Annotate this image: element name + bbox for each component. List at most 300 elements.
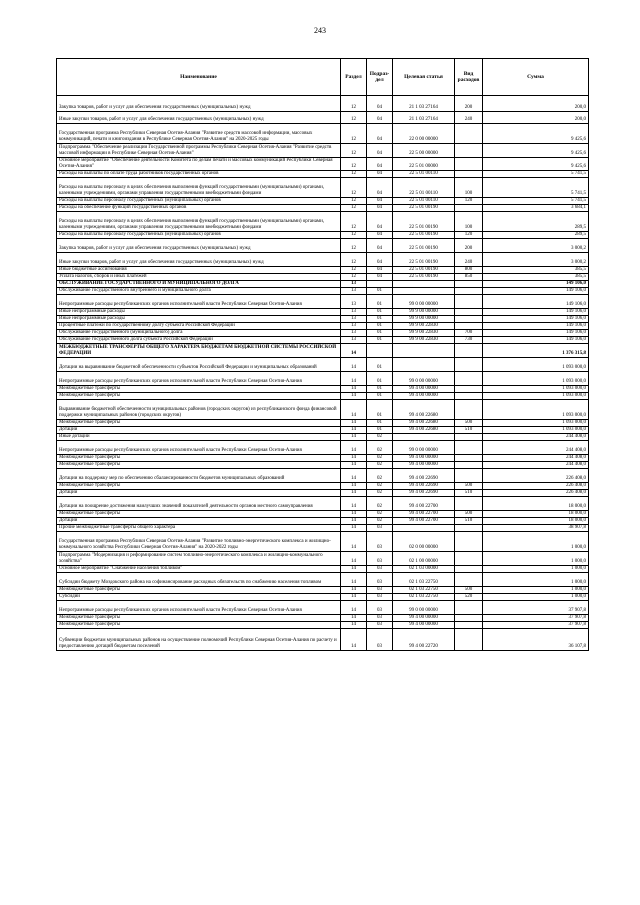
cell-target-article: 22 0 00 00000	[393, 124, 455, 144]
cell-expense-type: 510	[455, 490, 483, 497]
cell-amount: 1 093 000,0	[483, 358, 589, 372]
table-row	[57, 288, 589, 295]
cell-name: Прочие межбюджетные трансферты общего характера	[57, 525, 341, 532]
cell-target-article: 22 5 01 00110	[393, 198, 455, 205]
cell-expense-type: 120	[455, 198, 483, 205]
cell-expense-type	[455, 622, 483, 629]
cell-section: 12	[341, 144, 367, 158]
cell-expense-type	[455, 552, 483, 566]
table-row	[57, 144, 589, 158]
cell-section: 12	[341, 212, 367, 232]
cell-name: Расходы на обеспечение функций государственных органов	[57, 205, 341, 212]
cell-target-article: 02 1 00 00000	[393, 552, 455, 566]
cell-target-article: 02 1 03 00000	[393, 566, 455, 573]
cell-amount: 5 741,5	[483, 178, 589, 198]
cell-expense-type	[455, 205, 483, 212]
cell-subsection: 01	[367, 295, 393, 309]
cell-expense-type: 200	[455, 239, 483, 253]
table-header-row	[57, 59, 589, 96]
cell-name: Межбюджетные трансферты	[57, 511, 341, 518]
cell-amount: 1 000,0	[483, 532, 589, 552]
cell-amount: 149 106,0	[483, 281, 589, 288]
table-row	[57, 427, 589, 434]
cell-target-article: 21 1 03 27164	[393, 96, 455, 112]
cell-name: Государственная программа Республики Северная Осетия-Алания "Развитие топливно-энергетического комплекса и жилищно-коммунального хозяйства Республики Северная Осетия-Алания" на 2020-2022 годы	[57, 532, 341, 552]
cell-amount: 1 376 315,8	[483, 344, 589, 358]
cell-target-article: 22 5 01 00110	[393, 171, 455, 178]
cell-target-article: 99 4 00 22700	[393, 518, 455, 525]
cell-amount: 37 907,8	[483, 615, 589, 622]
table-row	[57, 295, 589, 309]
cell-amount: 149 106,0	[483, 288, 589, 295]
cell-name: Подпрограмма "Обеспечение реализации Государственной программы Республики Северная Осетия-Алания "Развитие средств массовой информации в Республике Северная Осетия-Алания"	[57, 144, 341, 158]
table-row	[57, 587, 589, 594]
cell-expense-type: 510	[455, 427, 483, 434]
cell-expense-type: 120	[455, 232, 483, 239]
cell-target-article: 99 4 00 22690	[393, 490, 455, 497]
cell-expense-type	[455, 455, 483, 462]
header-subsection: Подраз-дел	[367, 59, 393, 96]
cell-name: Межбюджетные трансферты	[57, 393, 341, 400]
cell-name: ОБСЛУЖИВАНИЕ ГОСУДАРСТВЕННОГО И МУНИЦИПАЛЬНОГО ДОЛГА	[57, 281, 341, 288]
cell-target-article	[393, 281, 455, 288]
table-row	[57, 455, 589, 462]
cell-name: Непрограммные расходы республиканских органов исполнительной власти Республики Северная Осетия-Алания	[57, 295, 341, 309]
cell-subsection: 03	[367, 532, 393, 552]
cell-name: Межбюджетные трансферты	[57, 386, 341, 393]
cell-section: 14	[341, 622, 367, 629]
cell-subsection: 03	[367, 573, 393, 587]
cell-target-article: 22 5 01 00190	[393, 253, 455, 267]
cell-amount: 3 000,2	[483, 239, 589, 253]
cell-section: 14	[341, 386, 367, 393]
table-row	[57, 330, 589, 337]
cell-target-article: 22 5 01 00190	[393, 267, 455, 274]
cell-section: 14	[341, 573, 367, 587]
table-row	[57, 158, 589, 171]
cell-expense-type: 200	[455, 96, 483, 112]
cell-name: Подпрограмма "Модернизация и реформирование систем топливно-энергетического комплекса и жилищно-коммунального хозяйства"	[57, 552, 341, 566]
cell-section: 14	[341, 441, 367, 455]
cell-subsection: 01	[367, 400, 393, 420]
cell-name: Дотации	[57, 427, 341, 434]
table-row	[57, 309, 589, 316]
table-row	[57, 434, 589, 441]
table-row	[57, 518, 589, 525]
table-row	[57, 112, 589, 124]
cell-expense-type: 500	[455, 420, 483, 427]
cell-amount: 289,5	[483, 232, 589, 239]
cell-section: 12	[341, 232, 367, 239]
cell-expense-type	[455, 288, 483, 295]
table-row	[57, 441, 589, 455]
table-row	[57, 358, 589, 372]
cell-amount: 149 106,0	[483, 295, 589, 309]
cell-name: Расходы на выплаты персоналу в целях обеспечения выполнения функций государственными (муниципальными) органами, казенными учреждениями, органами управления государственными внебюджетными фондами	[57, 178, 341, 198]
cell-subsection: 02	[367, 497, 393, 511]
table-row	[57, 232, 589, 239]
table-row	[57, 386, 589, 393]
cell-section: 13	[341, 309, 367, 316]
cell-target-article: 22 5 01 00190	[393, 232, 455, 239]
cell-section: 14	[341, 594, 367, 601]
cell-subsection: 03	[367, 587, 393, 594]
cell-target-article: 99 4 00 22690	[393, 483, 455, 490]
cell-subsection: 04	[367, 205, 393, 212]
cell-target-article: 99 9 00 22830	[393, 330, 455, 337]
cell-subsection: 02	[367, 483, 393, 490]
cell-section: 13	[341, 281, 367, 288]
cell-name: Процентные платежи по государственному долгу субъекта Российской Федерации	[57, 323, 341, 330]
cell-expense-type: 520	[455, 594, 483, 601]
cell-amount: 1 093 000,0	[483, 400, 589, 420]
cell-target-article: 99 4 00 00000	[393, 622, 455, 629]
cell-subsection: 04	[367, 124, 393, 144]
table-row	[57, 124, 589, 144]
cell-target-article	[393, 525, 455, 532]
table-row	[57, 552, 589, 566]
cell-target-article: 21 1 03 27164	[393, 112, 455, 124]
header-name: Наименование	[57, 59, 341, 96]
cell-expense-type: 730	[455, 337, 483, 344]
table-row	[57, 400, 589, 420]
cell-subsection: 04	[367, 253, 393, 267]
cell-amount: 149 106,0	[483, 330, 589, 337]
cell-section: 14	[341, 518, 367, 525]
cell-expense-type	[455, 393, 483, 400]
cell-section: 14	[341, 483, 367, 490]
cell-amount: 226 408,0	[483, 483, 589, 490]
cell-amount: 1 093 000,0	[483, 393, 589, 400]
cell-expense-type: 500	[455, 483, 483, 490]
page-number: 243	[314, 26, 326, 35]
cell-name: Основное мероприятие "Обеспечение деятельности Комитета по делам печати и массовых коммуникаций Республики Северная Осетия-Алания"	[57, 158, 341, 171]
cell-expense-type	[455, 144, 483, 158]
cell-target-article: 99 4 00 00000	[393, 393, 455, 400]
cell-expense-type	[455, 323, 483, 330]
cell-name: Государственная программа Республики Северная Осетия-Алания "Развитие средств массовой информации, массовых коммуникаций, печати и книгоиздания в Республике Северная Осетия-Алания" на 2020-2025 годы	[57, 124, 341, 144]
cell-section: 14	[341, 344, 367, 358]
cell-amount: 18 000,0	[483, 511, 589, 518]
cell-expense-type	[455, 629, 483, 651]
cell-section: 14	[341, 532, 367, 552]
cell-amount: 244 408,0	[483, 455, 589, 462]
table-row	[57, 469, 589, 483]
table-row	[57, 212, 589, 232]
cell-target-article: 99 4 00 00000	[393, 462, 455, 469]
table-row	[57, 171, 589, 178]
cell-subsection: 01	[367, 323, 393, 330]
cell-target-article	[393, 288, 455, 295]
cell-target-article: 99 4 00 22680	[393, 420, 455, 427]
cell-name: Иные закупки товаров, работ и услуг для обеспечения государственных (муниципальных) нужд	[57, 253, 341, 267]
cell-subsection: 01	[367, 393, 393, 400]
cell-subsection: 01	[367, 316, 393, 323]
cell-amount: 200,0	[483, 112, 589, 124]
cell-amount: 200,0	[483, 96, 589, 112]
cell-subsection: 04	[367, 232, 393, 239]
cell-subsection: 04	[367, 274, 393, 281]
cell-expense-type	[455, 400, 483, 420]
cell-expense-type	[455, 316, 483, 323]
cell-section: 14	[341, 615, 367, 622]
cell-expense-type	[455, 309, 483, 316]
cell-target-article	[393, 358, 455, 372]
cell-amount: 9 425,6	[483, 158, 589, 171]
cell-amount: 5 741,5	[483, 198, 589, 205]
cell-amount: 1 093 000,0	[483, 427, 589, 434]
cell-amount: 1 093 000,0	[483, 386, 589, 393]
cell-target-article: 22 5 01 00000	[393, 158, 455, 171]
cell-section: 14	[341, 400, 367, 420]
cell-section: 14	[341, 601, 367, 615]
cell-section: 14	[341, 587, 367, 594]
cell-expense-type	[455, 372, 483, 386]
cell-expense-type	[455, 469, 483, 483]
cell-amount: 385,5	[483, 267, 589, 274]
cell-subsection: 04	[367, 267, 393, 274]
budget-table	[56, 58, 589, 651]
cell-target-article: 99 4 00 22700	[393, 511, 455, 518]
table-row	[57, 511, 589, 518]
table-row	[57, 573, 589, 587]
cell-name: Иные дотации	[57, 434, 341, 441]
cell-amount: 3 684,1	[483, 205, 589, 212]
cell-section: 12	[341, 198, 367, 205]
cell-name: Уплата налогов, сборов и иных платежей	[57, 274, 341, 281]
cell-amount: 38 907,8	[483, 525, 589, 532]
cell-subsection	[367, 281, 393, 288]
cell-amount: 37 907,8	[483, 601, 589, 615]
cell-amount: 226 408,0	[483, 469, 589, 483]
table-row	[57, 198, 589, 205]
cell-name: Непрограммные расходы республиканских органов исполнительной власти Республики Северная Осетия-Алания	[57, 601, 341, 615]
table-row	[57, 601, 589, 615]
cell-name: Расходы на выплаты по оплате труда работников государственных органов	[57, 171, 341, 178]
cell-subsection: 01	[367, 309, 393, 316]
cell-section: 14	[341, 427, 367, 434]
table-row	[57, 323, 589, 330]
cell-name: Расходы на выплаты персоналу государственных (муниципальных) органов	[57, 198, 341, 205]
cell-target-article	[393, 434, 455, 441]
header-expense-type: Вид расходов	[455, 59, 483, 96]
table-row	[57, 344, 589, 358]
cell-name: Дотации	[57, 490, 341, 497]
cell-subsection: 02	[367, 469, 393, 483]
cell-name: Дотации	[57, 518, 341, 525]
cell-subsection: 03	[367, 566, 393, 573]
cell-subsection: 01	[367, 358, 393, 372]
cell-expense-type: 510	[455, 518, 483, 525]
cell-subsection: 04	[367, 171, 393, 178]
cell-target-article: 99 4 00 22680	[393, 427, 455, 434]
cell-section: 13	[341, 337, 367, 344]
cell-amount: 36 107,8	[483, 629, 589, 651]
cell-section: 13	[341, 295, 367, 309]
table-row	[57, 281, 589, 288]
cell-expense-type: 240	[455, 253, 483, 267]
cell-target-article	[393, 344, 455, 358]
cell-amount: 5 741,5	[483, 171, 589, 178]
cell-subsection: 03	[367, 615, 393, 622]
cell-name: Субсидии	[57, 594, 341, 601]
cell-section: 14	[341, 525, 367, 532]
cell-section: 14	[341, 552, 367, 566]
cell-section: 14	[341, 511, 367, 518]
cell-subsection: 04	[367, 96, 393, 112]
header-section: Раздел	[341, 59, 367, 96]
cell-target-article: 02 0 00 00000	[393, 532, 455, 552]
cell-subsection: 01	[367, 288, 393, 295]
cell-subsection: 03	[367, 594, 393, 601]
cell-section: 14	[341, 455, 367, 462]
cell-expense-type	[455, 573, 483, 587]
cell-section: 12	[341, 274, 367, 281]
cell-subsection: 04	[367, 112, 393, 124]
cell-target-article: 02 1 03 22750	[393, 594, 455, 601]
cell-expense-type	[455, 171, 483, 178]
cell-amount: 9 425,6	[483, 124, 589, 144]
cell-subsection: 03	[367, 601, 393, 615]
cell-section: 12	[341, 158, 367, 171]
table-row	[57, 96, 589, 112]
cell-subsection: 03	[367, 622, 393, 629]
cell-target-article: 99 0 00 00000	[393, 441, 455, 455]
cell-subsection: 01	[367, 372, 393, 386]
cell-target-article: 99 0 00 00000	[393, 295, 455, 309]
cell-amount: 1 000,0	[483, 594, 589, 601]
table-row	[57, 532, 589, 552]
cell-name: Межбюджетные трансферты	[57, 483, 341, 490]
table-row	[57, 629, 589, 651]
cell-name: Основное мероприятие "Снабжение населения топливом"	[57, 566, 341, 573]
cell-expense-type	[455, 615, 483, 622]
cell-subsection: 02	[367, 455, 393, 462]
cell-amount: 226 408,0	[483, 490, 589, 497]
cell-expense-type	[455, 525, 483, 532]
table-row	[57, 525, 589, 532]
cell-target-article: 99 9 00 00000	[393, 309, 455, 316]
cell-amount: 18 000,0	[483, 497, 589, 511]
cell-name: Закупка товаров, работ и услуг для обеспечения государственных (муниципальных) нужд	[57, 239, 341, 253]
cell-section: 12	[341, 253, 367, 267]
cell-expense-type: 800	[455, 267, 483, 274]
cell-amount: 1 000,0	[483, 552, 589, 566]
table-row	[57, 274, 589, 281]
table-row	[57, 615, 589, 622]
cell-section: 13	[341, 323, 367, 330]
cell-expense-type: 850	[455, 274, 483, 281]
cell-target-article: 99 4 00 00000	[393, 615, 455, 622]
cell-section: 12	[341, 171, 367, 178]
cell-amount: 149 106,0	[483, 316, 589, 323]
cell-name: Дотации на поощрение достижения наилучших значений показателей деятельности органов местного самоуправления	[57, 497, 341, 511]
cell-expense-type	[455, 434, 483, 441]
cell-subsection	[367, 344, 393, 358]
table-row	[57, 316, 589, 323]
cell-expense-type: 700	[455, 330, 483, 337]
cell-expense-type	[455, 386, 483, 393]
cell-subsection: 02	[367, 462, 393, 469]
cell-name: Межбюджетные трансферты	[57, 420, 341, 427]
cell-target-article: 99 4 00 22690	[393, 469, 455, 483]
cell-name: Межбюджетные трансферты	[57, 455, 341, 462]
cell-expense-type: 100	[455, 178, 483, 198]
table-row	[57, 490, 589, 497]
cell-name: Расходы на выплаты персоналу государственных (муниципальных) органов	[57, 232, 341, 239]
cell-section: 14	[341, 358, 367, 372]
cell-name: МЕЖБЮДЖЕТНЫЕ ТРАНСФЕРТЫ ОБЩЕГО ХАРАКТЕРА БЮДЖЕТАМ БЮДЖЕТНОЙ СИСТЕМЫ РОССИЙСКОЙ ФЕДЕРАЦИИ	[57, 344, 341, 358]
cell-name: Закупка товаров, работ и услуг для обеспечения государственных (муниципальных) нужд	[57, 96, 341, 112]
cell-subsection: 03	[367, 525, 393, 532]
cell-amount: 149 106,0	[483, 323, 589, 330]
cell-subsection: 01	[367, 386, 393, 393]
cell-subsection: 03	[367, 629, 393, 651]
cell-subsection: 02	[367, 511, 393, 518]
cell-section: 12	[341, 267, 367, 274]
cell-target-article: 02 1 03 22750	[393, 587, 455, 594]
cell-subsection: 01	[367, 337, 393, 344]
cell-expense-type	[455, 601, 483, 615]
cell-expense-type	[455, 124, 483, 144]
cell-name: Межбюджетные трансферты	[57, 462, 341, 469]
cell-section: 12	[341, 112, 367, 124]
cell-section: 14	[341, 490, 367, 497]
cell-subsection: 02	[367, 434, 393, 441]
header-amount: Сумма	[483, 59, 589, 96]
cell-target-article: 99 0 00 00000	[393, 372, 455, 386]
cell-expense-type	[455, 281, 483, 288]
table-row	[57, 420, 589, 427]
cell-expense-type: 100	[455, 212, 483, 232]
cell-subsection: 04	[367, 158, 393, 171]
cell-target-article: 99 4 00 00000	[393, 386, 455, 393]
cell-name: Субвенции бюджетам муниципальных районов на осуществление полномочий Республики Северная Осетия-Алания по расчету и предоставлению дотаций бюджетам поселений	[57, 629, 341, 651]
cell-name: Дотации на поддержку мер по обеспечению сбалансированности бюджетов муниципальных образований	[57, 469, 341, 483]
cell-expense-type: 500	[455, 511, 483, 518]
cell-expense-type	[455, 497, 483, 511]
cell-section: 14	[341, 372, 367, 386]
cell-target-article: 99 4 00 22680	[393, 400, 455, 420]
cell-expense-type: 500	[455, 587, 483, 594]
cell-name: Межбюджетные трансферты	[57, 622, 341, 629]
cell-name: Дотации на выравнивание бюджетной обеспеченности субъектов Российской Федерации и муниципальных образований	[57, 358, 341, 372]
cell-expense-type	[455, 462, 483, 469]
table-row	[57, 372, 589, 386]
cell-section: 12	[341, 124, 367, 144]
cell-amount: 385,5	[483, 274, 589, 281]
table-row	[57, 205, 589, 212]
cell-name: Непрограммные расходы республиканских органов исполнительной власти Республики Северная Осетия-Алания	[57, 441, 341, 455]
table-row	[57, 566, 589, 573]
cell-section: 13	[341, 316, 367, 323]
cell-subsection: 04	[367, 178, 393, 198]
cell-amount: 1 000,0	[483, 587, 589, 594]
cell-target-article: 99 4 00 22720	[393, 629, 455, 651]
table-row	[57, 267, 589, 274]
cell-name: Обслуживание государственного (муниципального) долга	[57, 330, 341, 337]
cell-subsection: 04	[367, 212, 393, 232]
cell-amount: 9 425,6	[483, 144, 589, 158]
cell-amount: 244 408,0	[483, 434, 589, 441]
cell-expense-type	[455, 358, 483, 372]
cell-amount: 289,5	[483, 212, 589, 232]
cell-target-article: 22 5 01 00190	[393, 205, 455, 212]
cell-section: 12	[341, 178, 367, 198]
cell-name: Выравнивание бюджетной обеспеченности муниципальных районов (городских округов) из республиканского фонда финансовой поддержки муниципальных районов (городских округов)	[57, 400, 341, 420]
table-row	[57, 253, 589, 267]
cell-name: Расходы на выплаты персоналу в целях обеспечения выполнения функций государственными (муниципальными) органами, казенными учреждениями, органами управления государственными внебюджетными фондами	[57, 212, 341, 232]
